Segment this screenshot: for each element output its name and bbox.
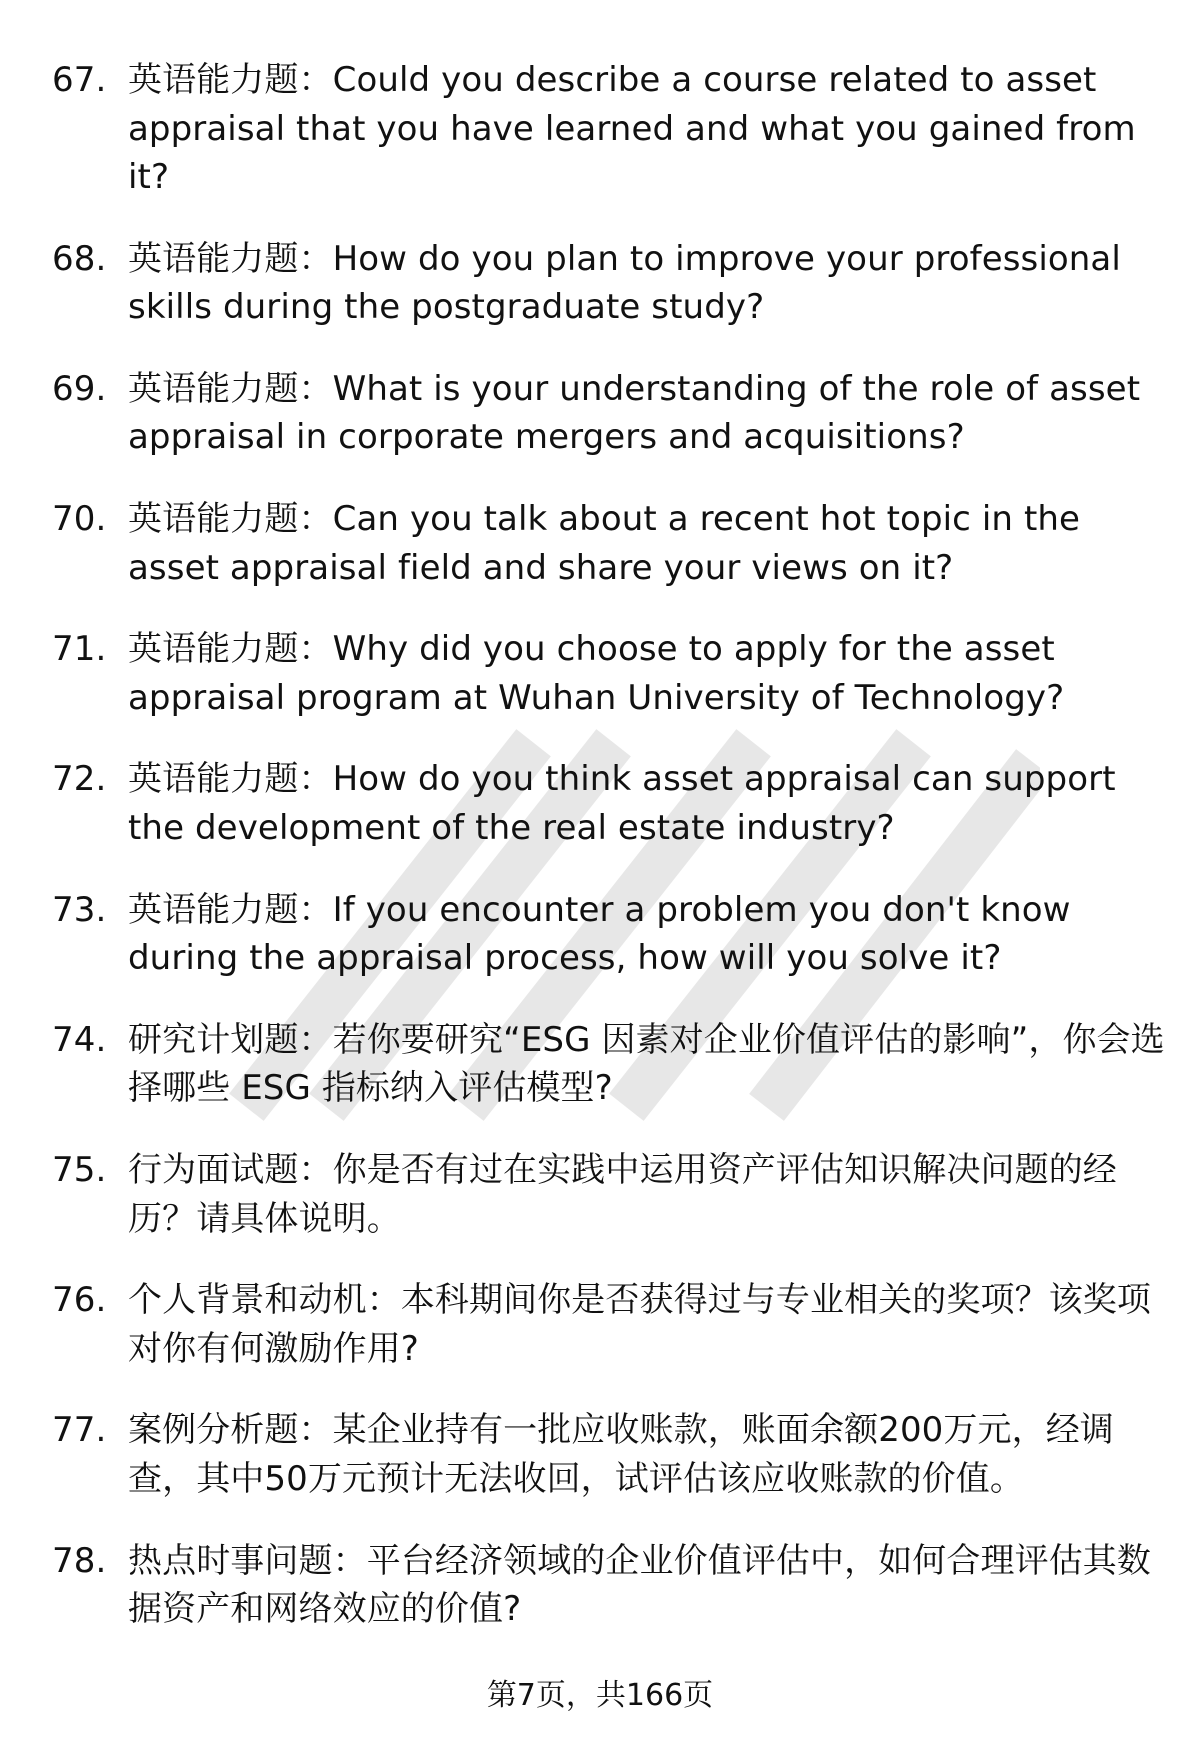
- question-text: Why did you choose to apply for the asset appraisal program at Wuhan University of Technology?: [128, 629, 1065, 718]
- question-item: [0, 235, 1200, 332]
- question-number: 75.: [52, 1150, 107, 1190]
- question-item: [0, 1016, 1200, 1113]
- question-text: Could you describe a course related to asset appraisal that you have learned and what you gained from it?: [128, 60, 1136, 197]
- page-footer: 第7页，共166页: [486, 1678, 714, 1713]
- question-category: 研究计划题：: [128, 1019, 333, 1060]
- question-item: [0, 755, 1200, 852]
- question-category: 个人背景和动机：: [128, 1280, 401, 1321]
- question-item: [0, 1406, 1200, 1503]
- question-category: 英语能力题：: [128, 629, 333, 670]
- question-text: How do you plan to improve your professional skills during the postgraduate study?: [128, 238, 1121, 328]
- question-item: [0, 886, 1200, 983]
- question-item: [0, 1276, 1200, 1373]
- question-category: 案例分析题：: [128, 1410, 333, 1451]
- question-item: [0, 625, 1200, 722]
- question-category: 英语能力题：: [128, 499, 333, 540]
- question-category: 热点时事问题：: [128, 1540, 367, 1581]
- question-text: 你是否有过在实践中运用资产评估知识解决问题的经历？请具体说明。: [128, 1150, 1117, 1239]
- question-number: 73.: [52, 889, 107, 930]
- question-number: 72.: [52, 759, 107, 800]
- question-number: 70.: [52, 499, 107, 540]
- question-text: 某企业持有一批应收账款，账面余额200万元，经调查，其中50万元预计无法收回，试评估该应收账款的价值。: [128, 1410, 1114, 1499]
- question-text: What is your understanding of the role of asset appraisal in corporate mergers and acquisitions?: [128, 368, 1141, 458]
- question-text: 本科期间你是否获得过与专业相关的奖项？该奖项对你有何激励作用?: [128, 1280, 1152, 1369]
- question-number: 69.: [52, 368, 107, 409]
- question-text: How do you think asset appraisal can support the development of the real estate industry?: [128, 759, 1116, 848]
- question-item: [0, 495, 1200, 592]
- question-list: [0, 56, 1200, 1667]
- question-number: 77.: [52, 1410, 107, 1451]
- question-item: [0, 365, 1200, 462]
- question-number: 67.: [52, 60, 107, 100]
- question-category: 英语能力题：: [128, 368, 333, 409]
- question-category: 行为面试题：: [128, 1150, 333, 1190]
- question-category: 英语能力题：: [128, 238, 333, 279]
- question-item: [0, 1146, 1200, 1243]
- question-text: If you encounter a problem you don't know during the appraisal process, how will you solve it?: [128, 889, 1071, 979]
- question-number: 76.: [52, 1280, 107, 1321]
- question-text: 平台经济领域的企业价值评估中，如何合理评估其数据资产和网络效应的价值?: [128, 1540, 1152, 1630]
- question-number: 68.: [52, 238, 107, 279]
- question-item: [0, 56, 1200, 202]
- question-category: 英语能力题：: [128, 60, 333, 100]
- question-text: 若你要研究“ESG 因素对企业价值评估的影响”，你会选择哪些 ESG 指标纳入评估模型?: [128, 1019, 1165, 1109]
- question-number: 71.: [52, 629, 107, 670]
- question-text: Can you talk about a recent hot topic in the asset appraisal field and share your views on it?: [128, 499, 1081, 588]
- question-category: 英语能力题：: [128, 889, 333, 930]
- question-number: 74.: [52, 1019, 107, 1060]
- question-category: 英语能力题：: [128, 759, 333, 800]
- question-number: 78.: [52, 1540, 107, 1581]
- question-item: [0, 1537, 1200, 1634]
